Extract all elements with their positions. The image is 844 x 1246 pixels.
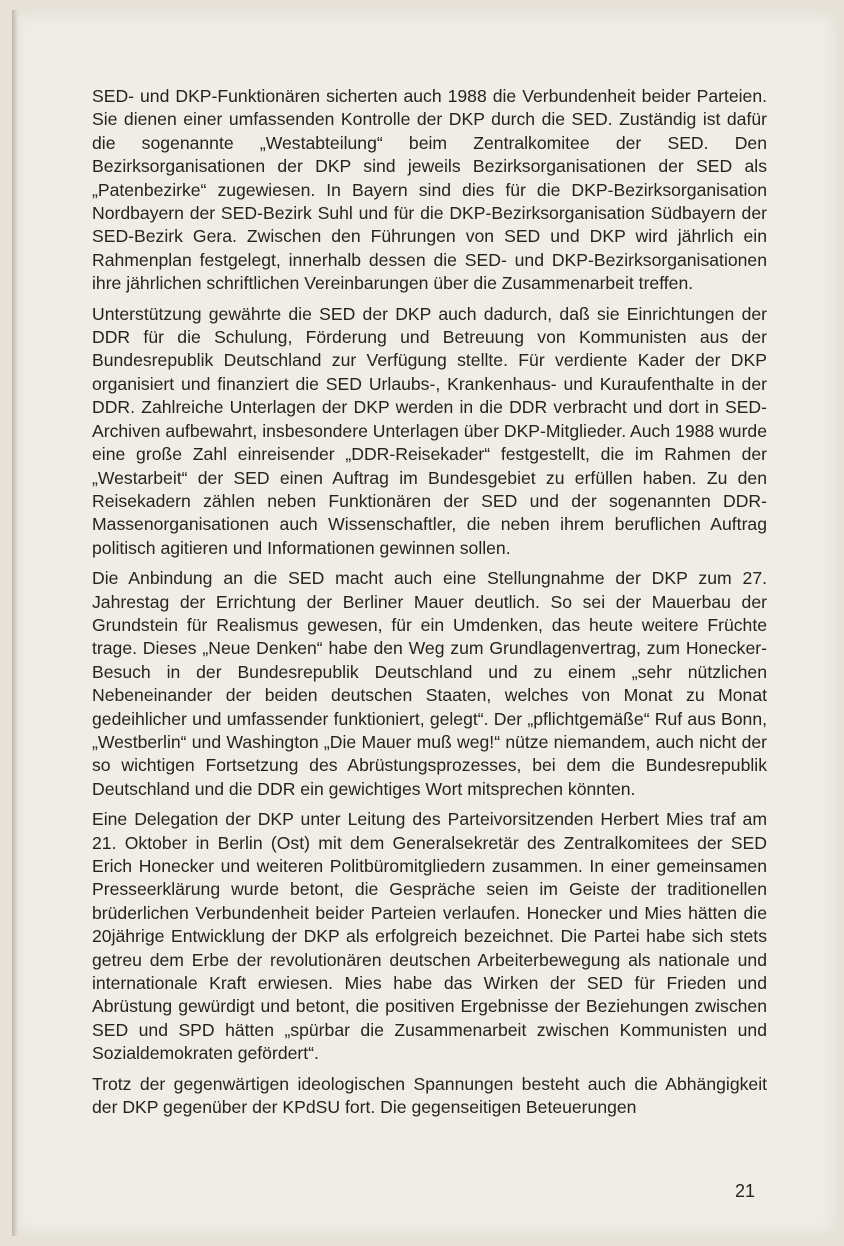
paragraph: Eine Delegation der DKP unter Leitung des Parteivorsitzenden Herbert Mies traf am 21. Oktober in Berlin (Ost) mit dem Generalsekretär des Zentralkomitees der SED Erich Honecker und weiteren Politbüromitgliedern zusammen. In einer gemeinsamen Presseerklärung wurde betont, die Gespräche seien im Geiste der traditionellen brüderlichen Verbundenheit beider Parteien verlaufen. Honecker und Mies hätten die 20jährige Entwicklung der DKP als erfolgreich bezeichnet. Die Partei habe sich stets getreu dem Erbe der revolutionären deutschen Arbeiterbewegung als nationale und internationale Kraft erwiesen. Mies habe das Wirken der SED für Frieden und Abrüstung gewürdigt und betont, die positiven Ergebnisse der Beziehungen zwischen SED und SPD hätten „spürbar die Zusammenarbeit zwischen Kommunisten und Sozialdemokraten gefördert“. (92, 809, 767, 1064)
page-number: 21 (735, 1181, 756, 1201)
page-binding-edge (12, 10, 18, 1236)
body-text (92, 85, 767, 1126)
paragraph: Unterstützung gewährte die SED der DKP auch dadurch, daß sie Einrichtungen der DDR für die Schulung, Förderung und Betreuung von Kommunisten aus der Bundesrepublik Deutschland zur Verfügung stellte. Für verdiente Kader der DKP organisiert und finanziert die SED Urlaubs-, Krankenhaus- und Kuraufenthalte in der DDR. Zahlreiche Unterlagen der DKP werden in die DDR verbracht und dort in SED-Archiven aufbewahrt, insbesondere Unterlagen über DKP-Mitglieder. Auch 1988 wurde eine große Zahl einreisender „DDR-Reisekader“ festgestellt, die im Rahmen der „Westarbeit“ der SED einen Auftrag im Bundesgebiet zu erfüllen haben. Zu den Reisekadern zählen neben Funktionären der SED und der sogenannten DDR-Massenorganisationen auch Wissenschaftler, die neben ihrem beruflichen Auftrag politisch agitieren und Informationen gewinnen sollen. (92, 303, 767, 558)
paragraph: Trotz der gegenwärtigen ideologischen Spannungen besteht auch die Abhängigkeit der DKP gegenüber der KPdSU fort. Die gegenseitigen Beteuerungen (92, 1073, 767, 1118)
document-page (12, 10, 838, 1236)
paragraph: Die Anbindung an die SED macht auch eine Stellungnahme der DKP zum 27. Jahrestag der Errichtung der Berliner Mauer deutlich. So sei der Mauerbau der Grundstein für Realismus gewesen, für ein Umdenken, das heute weitere Früchte trage. Dieses „Neue Denken“ habe den Weg zum Grundlagenvertrag, zum Honecker-Besuch in der Bundesrepublik Deutschland und zu einem „sehr nützlichen Nebeneinander der beiden deutschen Staaten, welches von Monat zu Monat gedeihlicher und umfassender funktioniert, gelegt“. Der „pflichtgemäße“ Ruf aus Bonn, „Westberlin“ und Washington „Die Mauer muß weg!“ nütze niemandem, auch nicht der so wichtigen Fortsetzung des Abrüstungsprozesses, bei dem die Bundesrepublik Deutschland und die DDR ein gewichtiges Wort mitsprechen könnten. (92, 568, 767, 799)
paragraph: SED- und DKP-Funktionären sicherten auch 1988 die Verbundenheit beider Parteien. Sie dienen einer umfassenden Kontrolle der DKP durch die SED. Zuständig ist dafür die sogenannte „Westabteilung“ beim Zentralkomitee der SED. Den Bezirksorganisationen der DKP sind jeweils Bezirksorganisationen der SED als „Patenbezirke“ zugewiesen. In Bayern sind dies für die DKP-Bezirksorganisation Nordbayern der SED-Bezirk Suhl und für die DKP-Bezirksorganisation Südbayern der SED-Bezirk Gera. Zwischen den Führungen von SED und DKP wird jährlich ein Rahmenplan festgelegt, innerhalb dessen die SED- und DKP-Bezirksorganisationen ihre jährlichen schriftlichen Vereinbarungen über die Zusammenarbeit treffen. (92, 86, 767, 294)
